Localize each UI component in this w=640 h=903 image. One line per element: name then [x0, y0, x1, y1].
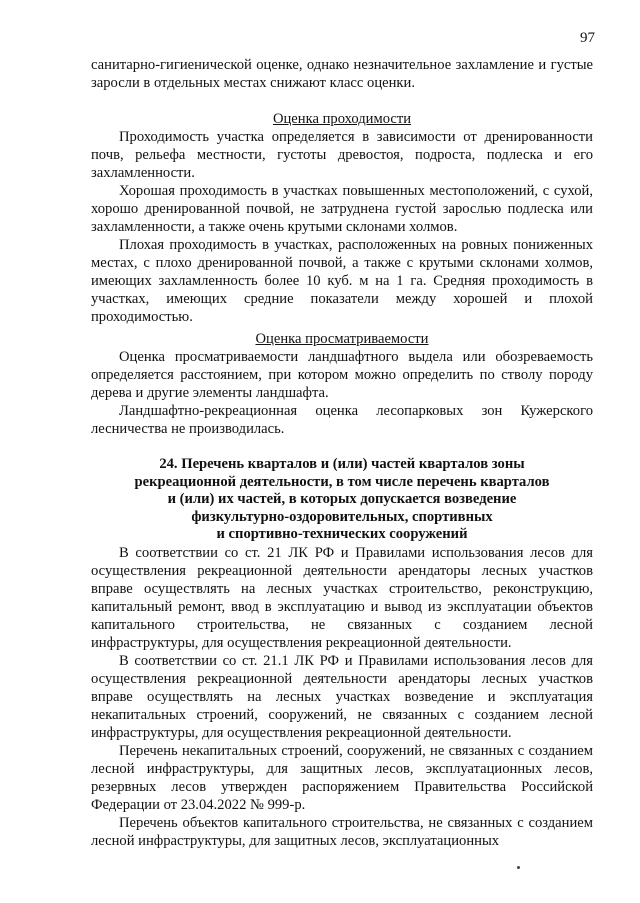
section-24-heading-line: рекреационной деятельности, в том числе перечень кварталов — [134, 473, 550, 490]
top-paragraph: санитарно-гигиенической оценке, однако незначительное захламление и густые заросли в отдельных местах снижают класс оценки. — [91, 57, 593, 91]
section-24-heading — [91, 456, 593, 544]
section-24-paragraph-3: Перечень некапитальных строений, сооружений, не связанных с созданием лесной инфраструктуры, для защитных лесов, эксплуатационных лесов, резервных лесов утвержден распоряжением Правительства Российской Федерации от 23.04.2022 № 999-р. — [91, 742, 593, 813]
top-paragraph-block — [91, 56, 593, 92]
visibility-paragraph-1: Оценка просматриваемости ландшафтного выдела или обозреваемость определяется расстоянием, при котором можно определить по стволу породу дерева и другие элементы ландшафта. — [91, 349, 593, 401]
visibility-paragraph-2: Ландшафтно-рекреационная оценка лесопарковых зон Кужерского лесничества не производилась. — [91, 403, 593, 437]
section-24-paragraph-1: В соответствии со ст. 21 ЛК РФ и Правилами использования лесов для осуществления рекреационной деятельности арендаторы лесных участков вправе осуществлять на лесных участках строительство, реконструкцию, капитальный ремонт, ввод в эксплуатацию и вывод из эксплуатации объектов капитального строительства, не связанных с созданием лесной инфраструктуры, для осуществления рекреационной деятельности. — [91, 544, 593, 651]
section-24 — [91, 456, 593, 850]
passability-paragraph-1: Проходимость участка определяется в зависимости от дренированности почв, рельефа местности, густоты древостоя, подроста, подлеска и его захламленности. — [91, 129, 593, 181]
passability-section — [91, 110, 593, 326]
visibility-section — [91, 330, 593, 438]
scan-dot — [517, 866, 520, 869]
section-24-heading-line: и (или) их частей, в которых допускается возведение — [167, 491, 517, 507]
passability-paragraph-2: Хорошая проходимость в участках повышенных местоположений, с сухой, хорошо дренированной почвой, не затруднена густой зарослью подлеска или захламленности, а также очень крутыми склонами холмов. — [91, 183, 593, 235]
section-24-heading-line: физкультурно-оздоровительных, спортивных — [191, 508, 493, 525]
visibility-title: Оценка просматриваемости — [255, 331, 429, 347]
section-24-paragraph-2: В соответствии со ст. 21.1 ЛК РФ и Правилами использования лесов для осуществления рекреационной деятельности арендаторы лесных участков вправе осуществлять на лесных участках возведение и эксплуатация некапитальных строений, сооружений, не связанных с созданием лесной инфраструктуры, для осуществления рекреационной деятельности. — [91, 652, 593, 741]
page-number: 97 — [580, 30, 595, 46]
passability-title: Оценка проходимости — [272, 111, 412, 127]
section-24-paragraph-4: Перечень объектов капитального строительства, не связанных с созданием лесной инфраструктуры, для защитных лесов, эксплуатационных — [91, 814, 593, 849]
section-24-heading-line: и спортивно-технических сооружений — [216, 526, 468, 542]
passability-paragraph-3: Плохая проходимость в участках, расположенных на ровных пониженных местах, с плохо дренированной почвой, а также с крутыми склонами холмов, имеющих захламленность более 10 куб. м на 1 га. Средняя проходимость в участках, имеющих средние показатели между хорошей и плохой проходимостью. — [91, 237, 593, 325]
section-24-heading-line: 24. Перечень кварталов и (или) частей кварталов зоны — [159, 456, 525, 472]
